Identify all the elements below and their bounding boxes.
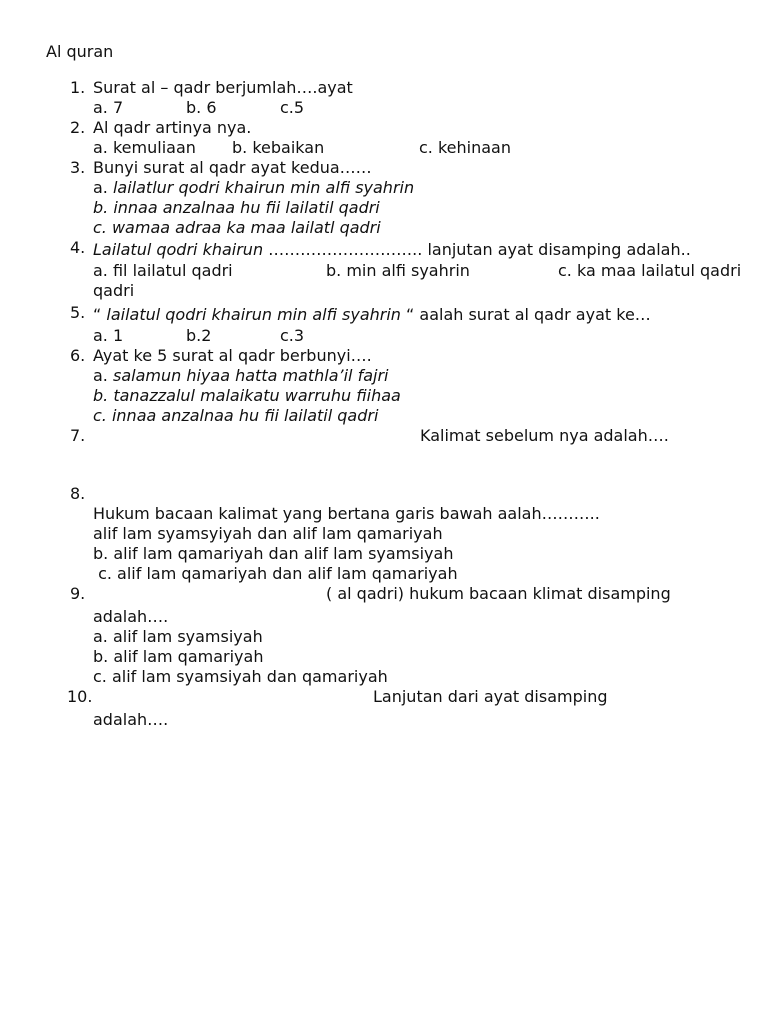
question-text-first: Lanjutan dari ayat disamping — [373, 687, 608, 706]
question-5 — [0, 303, 768, 346]
question-number: 2. — [70, 118, 86, 137]
option-a: a. 7 — [93, 98, 124, 117]
blank-line — [93, 484, 720, 504]
open-quote: “ — [93, 305, 107, 324]
question-text-rest: “ aalah surat al qadr ayat ke… — [400, 305, 651, 324]
question-2 — [0, 118, 768, 158]
option-a: a. lailatlur qodri khairun min alfi syahrin — [93, 178, 415, 197]
option-b: b. alif lam qamariyah — [93, 647, 264, 666]
option-a: a. 1 — [93, 326, 124, 345]
question-text-italic: Lailatul qodri khairun — [93, 240, 264, 259]
question-text-rest: ……………………….. lanjutan ayat disamping adalah.. — [263, 240, 691, 259]
question-number: 1. — [70, 78, 86, 97]
question-1 — [0, 78, 768, 118]
question-number: 4. — [70, 238, 86, 257]
question-6 — [0, 346, 768, 426]
option-c: c. innaa anzalnaa hu fii lailatil qadri — [93, 406, 379, 425]
option-b: b. min alfi syahrin — [326, 261, 470, 280]
question-9 — [0, 584, 768, 687]
question-number: 9. — [70, 584, 86, 603]
question-number: 5. — [70, 303, 86, 322]
option-a-arabic: lailatlur qodri khairun min alfi syahrin — [112, 178, 415, 197]
question-number: 7. — [70, 426, 86, 445]
option-b: b. alif lam qamariyah dan alif lam syamsiyah — [93, 544, 454, 563]
question-text: Al qadr artinya nya. — [93, 118, 252, 137]
option-b: b. kebaikan — [232, 138, 325, 157]
option-a-arabic: salamun hiyaa hatta mathla’il fajri — [112, 366, 389, 385]
question-text: Bunyi surat al qadr ayat kedua…… — [93, 158, 372, 177]
question-number: 8. — [70, 484, 86, 503]
option-a: a. alif lam syamsiyah — [93, 627, 263, 646]
spacer — [0, 446, 768, 484]
question-10 — [0, 687, 768, 730]
question-text: Kalimat sebelum nya adalah…. — [420, 426, 669, 445]
question-text-first: ( al qadri) hukum bacaan klimat disamping — [326, 584, 671, 603]
option-b: b. 6 — [186, 98, 217, 117]
option-b: b. tanazzalul malaikatu warruhu fiihaa — [93, 386, 401, 405]
question-list — [0, 78, 768, 730]
option-a: a. fil lailatul qadri — [93, 261, 233, 280]
option-row — [93, 326, 720, 346]
option-c: c.5 — [280, 98, 305, 117]
question-8 — [0, 484, 768, 584]
question-text — [93, 238, 720, 261]
option-b: b. innaa anzalnaa hu fii lailatil qadri — [93, 198, 380, 217]
option-a: a. kemuliaan — [93, 138, 196, 157]
option-c: c. alif lam qamariyah dan alif lam qamariyah — [93, 564, 458, 583]
question-text-italic: lailatul qodri khairun min alfi syahrin — [106, 305, 401, 324]
option-c: c. wamaa adraa ka maa lailatl qadri — [93, 218, 381, 237]
question-7 — [0, 426, 768, 446]
question-3 — [0, 158, 768, 238]
question-4 — [0, 238, 768, 301]
option-c: c. kehinaan — [419, 138, 511, 157]
option-row — [93, 138, 720, 158]
question-text-second: adalah…. — [93, 607, 169, 626]
question-number: 3. — [70, 158, 86, 177]
option-a: a. salamun hiyaa hatta mathla’il fajri — [93, 366, 389, 385]
question-number: 6. — [70, 346, 86, 365]
option-row — [93, 261, 742, 281]
option-row — [93, 98, 720, 118]
question-text-second: adalah…. — [93, 710, 169, 729]
question-text: Surat al – qadr berjumlah….ayat — [93, 78, 353, 97]
option-c: c. alif lam syamsiyah dan qamariyah — [93, 667, 388, 686]
option-c: c.3 — [280, 326, 305, 345]
question-text: Hukum bacaan kalimat yang bertana garis bawah aalah……….. — [93, 504, 600, 523]
question-number: 10. — [67, 687, 93, 706]
question-text: Ayat ke 5 surat al qadr berbunyi…. — [93, 346, 372, 365]
option-b: b.2 — [186, 326, 212, 345]
question-text — [93, 303, 720, 326]
option-c: c. ka maa lailatul qadri — [558, 261, 742, 280]
option-c-continued: qadri — [93, 281, 135, 300]
document-title: Al quran — [46, 42, 114, 61]
option-a: alif lam syamsyiyah dan alif lam qamariyah — [93, 524, 443, 543]
